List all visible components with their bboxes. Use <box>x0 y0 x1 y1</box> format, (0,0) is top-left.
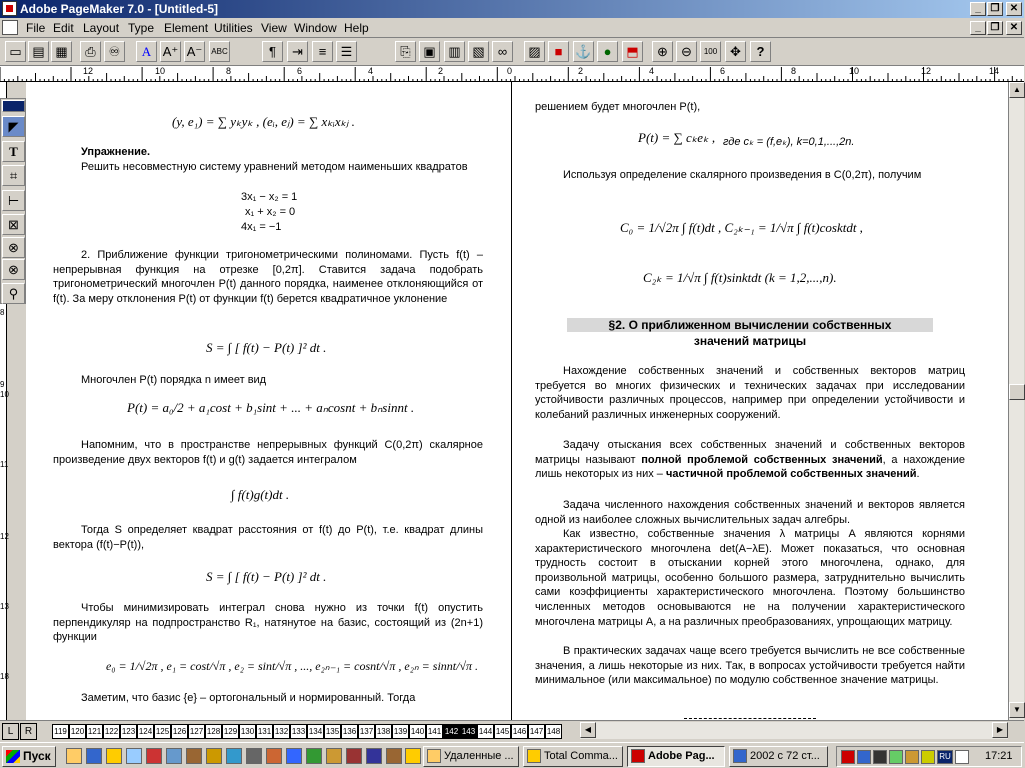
quicklaunch-app-icon[interactable] <box>246 748 262 764</box>
scroll-up-button[interactable]: ▲ <box>1009 82 1025 98</box>
ruler-label: 6 <box>720 66 726 76</box>
save-icon[interactable]: ▦ <box>51 41 72 62</box>
crop-icon[interactable]: ⌗ <box>2 165 25 186</box>
page-tab-138[interactable]: 138 <box>375 724 392 739</box>
globe-icon[interactable]: ● <box>597 41 618 62</box>
paragraph: Используя определение скалярного произведения в C(0,2π), получим <box>563 169 922 181</box>
help-icon[interactable]: ? <box>750 41 771 62</box>
page-tab-125[interactable]: 125 <box>154 724 171 739</box>
color-icon[interactable]: ■ <box>548 41 569 62</box>
scroll-right-button[interactable]: ▶ <box>992 722 1008 738</box>
equation: 4x₁ = −1 <box>241 221 282 233</box>
page-tab-141[interactable]: 141 <box>426 724 443 739</box>
tray-icon[interactable] <box>889 750 903 764</box>
paragraph-icon[interactable]: ¶ <box>262 41 283 62</box>
menu-help[interactable]: Help <box>344 21 369 35</box>
page-tab-146[interactable]: 146 <box>511 724 528 739</box>
tray-icon[interactable] <box>905 750 919 764</box>
page-tab-119[interactable]: 119 <box>52 724 69 739</box>
quicklaunch-app-icon[interactable] <box>286 748 302 764</box>
paragraph: Тогда S определяет квадрат расстояния от f(t) до P(t), т.е. квадрат длины вектора (f(t)−P(t)), <box>53 524 483 551</box>
paragraph: Чтобы минимизировать интеграл снова нужно из точки f(t) опустить перпендикуляр на подпространство R₁, натянутое на базис, состоящий из (2n+1) функции <box>53 602 483 644</box>
quicklaunch-app-icon[interactable] <box>166 748 182 764</box>
quicklaunch-app-icon[interactable] <box>206 748 222 764</box>
ruler-label: 8 <box>226 66 232 76</box>
menu-utilities[interactable]: Utilities <box>214 21 253 35</box>
equation: x₁ + x₂ = 0 <box>245 206 296 218</box>
quicklaunch-explorer-icon[interactable] <box>66 748 82 764</box>
word-icon <box>733 749 747 763</box>
ruler-label: 12 <box>0 532 9 541</box>
tray-icon[interactable] <box>921 750 935 764</box>
page-tab-137[interactable]: 137 <box>358 724 375 739</box>
menu-file[interactable]: File <box>26 21 46 35</box>
title-bar <box>0 0 1024 18</box>
page-tab-128[interactable]: 128 <box>205 724 222 739</box>
page-tab-124[interactable]: 124 <box>137 724 154 739</box>
formula: S = ∫ [ f(t) − P(t) ]² dt . <box>206 569 327 584</box>
page-tab-132[interactable]: 132 <box>273 724 290 739</box>
close-button[interactable]: ✕ <box>1006 2 1022 16</box>
window-title: Adobe PageMaker 7.0 - [Untitled-5] <box>20 2 219 16</box>
toolbox <box>0 98 26 304</box>
paragraph: решением будет многочлен P(t), <box>535 101 701 113</box>
ruler-label: 0 <box>507 66 513 76</box>
page-tab-140[interactable]: 140 <box>409 724 426 739</box>
page-tab-145[interactable]: 145 <box>494 724 511 739</box>
ruler-label: 11 <box>0 460 9 469</box>
vertical-scrollbar[interactable] <box>1008 82 1024 720</box>
horizontal-scrollbar[interactable] <box>580 722 1008 739</box>
formula: C₂ₖ = 1/√π ∫ f(t)sinktdt (k = 1,2,...,n). <box>643 270 837 285</box>
paste-icon[interactable]: ▣ <box>419 41 440 62</box>
menu-edit[interactable]: Edit <box>53 21 74 35</box>
quicklaunch-app-icon[interactable] <box>386 748 402 764</box>
task-recycled[interactable]: Удаленные ... <box>423 746 519 767</box>
page-tab-121[interactable]: 121 <box>86 724 103 739</box>
master-page-left-tab[interactable]: L <box>2 723 19 740</box>
minimize-button[interactable]: _ <box>970 2 986 16</box>
toolbar <box>0 39 1024 66</box>
font-size-down-icon[interactable]: A⁻ <box>184 41 205 62</box>
ruler-label: 10 <box>849 66 860 76</box>
quicklaunch-app-icon[interactable] <box>326 748 342 764</box>
start-label: Пуск <box>23 749 51 763</box>
formula: (y, e₁) = ∑ yₖyₖ , (eᵢ, eⱼ) = ∑ xₖᵢxₖⱼ . <box>172 114 355 129</box>
quicklaunch-app-icon[interactable] <box>405 748 421 764</box>
ruler-label: 12 <box>83 66 94 76</box>
page-tab-120[interactable]: 120 <box>69 724 86 739</box>
volume-icon[interactable] <box>955 750 969 764</box>
page-tab-135[interactable]: 135 <box>324 724 341 739</box>
hyperlink-icon[interactable]: ⚓ <box>573 41 594 62</box>
link-icon[interactable]: ∞ <box>492 41 513 62</box>
quicklaunch-app-icon[interactable] <box>146 748 162 764</box>
menu-bar <box>0 18 1024 38</box>
quicklaunch-app-icon[interactable] <box>306 748 322 764</box>
formula: e₀ = 1/√2π , e₁ = cost/√π , e₂ = sint/√π , ..., e₂ₙ₋₁ = cosnt/√π , e₂ₙ = sinnt/√π . <box>106 659 479 673</box>
quicklaunch-app-icon[interactable] <box>226 748 242 764</box>
task-total-commander[interactable]: Total Comma... <box>523 746 623 767</box>
quicklaunch-app-icon[interactable] <box>186 748 202 764</box>
ruler-label: 18 <box>0 672 9 681</box>
document-workspace[interactable] <box>26 82 1008 720</box>
ruler-label: 8 <box>791 66 797 76</box>
taskbar <box>0 742 1024 768</box>
quicklaunch-desktop-icon[interactable] <box>126 748 142 764</box>
horizontal-ruler[interactable] <box>0 66 1024 82</box>
graphic-frame-icon[interactable]: ▧ <box>468 41 489 62</box>
doc-minimize-button[interactable]: _ <box>970 21 986 35</box>
paragraph: 2. Приближение функции тригонометрическими полиномами. Пусть f(t) – непрерывная функция на отрезке [0,2π]. Ставится задача подобрать тригонометрический многочлен P(t) данного порядка, наименее отклоняющийся от f(t). За меру отклонения P(t) от функции f(t) берется квадратичное уклонение <box>53 249 483 305</box>
document-icon[interactable] <box>2 20 18 35</box>
paragraph: Заметим, что базис {e} – ортогональный и нормированный. Тогда <box>81 692 416 704</box>
page-tab-148[interactable]: 148 <box>545 724 562 739</box>
scroll-down-button[interactable]: ▼ <box>1009 702 1025 718</box>
scroll-thumb[interactable] <box>1009 384 1025 400</box>
ellipse-icon[interactable]: ⊗ <box>2 237 25 258</box>
quicklaunch-app-icon[interactable] <box>366 748 382 764</box>
quicklaunch-app-icon[interactable] <box>266 748 282 764</box>
paragraph: Задача численного нахождения собственных значений и векторов является одной из наиболее сложных вычислительных задач алгебры. <box>535 499 965 526</box>
ruler-label: 14 <box>989 66 1000 76</box>
section-heading: §2. О приближенном вычислении собственных <box>567 318 933 332</box>
pagemaker-icon <box>631 749 645 763</box>
formula: S = ∫ [ f(t) − P(t) ]² dt . <box>206 340 327 355</box>
open-icon[interactable]: ▤ <box>28 41 49 62</box>
page-tab-131[interactable]: 131 <box>256 724 273 739</box>
page-tab-126[interactable]: 126 <box>171 724 188 739</box>
zoom-in-icon[interactable]: ⊕ <box>652 41 673 62</box>
rect-frame-icon[interactable]: ⊠ <box>2 214 25 235</box>
pdf-icon[interactable]: ⬒ <box>622 41 643 62</box>
pointer-icon[interactable]: ◤ <box>2 116 25 137</box>
menu-layout[interactable]: Layout <box>83 21 120 35</box>
total-commander-icon <box>527 749 541 763</box>
ruler-label: 10 <box>155 66 166 76</box>
restore-button[interactable]: ❐ <box>987 2 1003 16</box>
quicklaunch-ie-icon[interactable] <box>86 748 102 764</box>
page-tab-130[interactable]: 130 <box>239 724 256 739</box>
doc-close-button[interactable]: ✕ <box>1006 21 1022 35</box>
page-tab-136[interactable]: 136 <box>341 724 358 739</box>
page-tab-123[interactable]: 123 <box>120 724 137 739</box>
formula: C₀ = 1/√2π ∫ f(t)dt , C₂ₖ₋₁ = 1/√π ∫ f(t)cosktdt , <box>620 220 863 235</box>
task-pagemaker[interactable]: Adobe Pag... <box>627 746 725 767</box>
page-tab-133[interactable]: 133 <box>290 724 307 739</box>
equation: 3x₁ − x₂ = 1 <box>241 191 298 203</box>
ellipse-frame-icon[interactable]: ⊗ <box>2 259 25 280</box>
page-tab-147[interactable]: 147 <box>528 724 545 739</box>
ruler-label: 12 <box>921 66 932 76</box>
ruler-label: 2 <box>578 66 584 76</box>
page-tab-143[interactable]: 143 <box>460 724 477 739</box>
ruler-label: 9 <box>0 380 5 389</box>
app-icon[interactable] <box>2 1 17 16</box>
exercise-title: Упражнение. <box>81 146 151 158</box>
text-icon[interactable]: T <box>2 141 25 162</box>
doc-restore-button[interactable]: ❐ <box>987 21 1003 35</box>
clock[interactable]: 17:21 <box>985 750 1013 762</box>
image-icon[interactable]: ▨ <box>524 41 545 62</box>
print-icon[interactable]: ⎙ <box>80 41 101 62</box>
page-tab-127[interactable]: 127 <box>188 724 205 739</box>
tray-icon[interactable] <box>841 750 855 764</box>
font-size-up-icon[interactable]: A⁺ <box>160 41 181 62</box>
formula: P(t) = ∑ cₖeₖ , <box>638 130 716 145</box>
actual-size-icon[interactable]: 100 <box>700 41 721 62</box>
menu-element[interactable]: Element <box>164 21 209 35</box>
task-word-document[interactable]: 2002 с 72 ст... <box>729 746 828 767</box>
ruler-label: 2 <box>438 66 444 76</box>
paragraph: Нахождение собственных значений и собственных векторов матриц требуется во многих физических и технических задачах при исследовании устойчивости различных процессов, например при определении устойчивости и колебаний различных инженерных сооружений. <box>535 365 965 421</box>
page-tab-139[interactable]: 139 <box>392 724 409 739</box>
formula-note: где cₖ = (f,eₖ), k=0,1,...,2n. <box>723 136 855 148</box>
ruler-label: 13 <box>0 602 9 611</box>
quicklaunch-app-icon[interactable] <box>346 748 362 764</box>
master-page-right-tab[interactable]: R <box>20 723 37 740</box>
find-icon[interactable]: ♾ <box>104 41 125 62</box>
paragraph: Как известно, собственные значения λ матрицы A являются корнями характеристического многочлена det(A−λE). Может показаться, что основная трудность состоит в отыскании корней этого многочлена, однако, для произвольной матрицы, особенно большого размера, затруднительно вычислить сами коэффициенты характеристического многочлена. Поэтому большинство численных методов основываются не на получении характеристического многочлена матрицы A, а на различных преобразованиях, упрощающих матрицу. <box>535 528 965 628</box>
ruler-label: 6 <box>297 66 303 76</box>
new-icon[interactable]: ▭ <box>5 41 26 62</box>
spell-icon[interactable]: ABC <box>209 41 230 62</box>
folder-icon <box>427 749 441 763</box>
page-tab-129[interactable]: 129 <box>222 724 239 739</box>
section-heading: значений матрицы <box>693 334 807 348</box>
tray-icon[interactable] <box>857 750 871 764</box>
page-tab-122[interactable]: 122 <box>103 724 120 739</box>
page-tab-134[interactable]: 134 <box>307 724 324 739</box>
page-spine <box>511 82 512 720</box>
zoom-out-icon[interactable]: ⊖ <box>676 41 697 62</box>
tray-icon[interactable] <box>873 750 887 764</box>
ruler-label: 10 <box>0 390 9 399</box>
line-icon[interactable]: ⊢ <box>2 190 25 211</box>
toolbox-title[interactable] <box>2 100 25 112</box>
windows-logo-icon <box>6 750 20 763</box>
text-frame-icon[interactable]: ▥ <box>444 41 465 62</box>
formula: ∫ f(t)g(t)dt . <box>231 487 290 502</box>
fit-icon[interactable]: ✥ <box>725 41 746 62</box>
menu-view[interactable]: View <box>261 21 287 35</box>
page-tabs-bar <box>0 720 1024 742</box>
numbering-icon[interactable]: ☰ <box>336 41 357 62</box>
indent-icon[interactable]: ⇥ <box>287 41 308 62</box>
bullets-icon[interactable]: ≡ <box>312 41 333 62</box>
scroll-left-button[interactable]: ◀ <box>580 722 596 738</box>
ruler-label: 4 <box>649 66 655 76</box>
font-icon[interactable]: A <box>136 41 157 62</box>
page-tab-142[interactable]: 142 <box>443 724 460 739</box>
paragraph: Задачу отыскания всех собственных значений и собственных векторов матрицы называют полной проблемой собственных значений, а нахождение лишь некоторых из них – частичной проблемой собственных значений. <box>535 439 965 481</box>
ruler-label: 4 <box>368 66 374 76</box>
ruler-label: 8 <box>0 308 5 317</box>
zoom-icon[interactable]: ⚲ <box>2 283 25 304</box>
language-indicator[interactable]: RU <box>937 750 953 764</box>
page-tab-144[interactable]: 144 <box>477 724 494 739</box>
paragraph: Решить несовместную систему уравнений методом наименьших квадратов <box>81 161 468 173</box>
paragraph: В практических задачах чаще всего требуется вычислить не все собственные значения, а лишь некоторые из них. Так, в вопросах устойчивости требуется найти минимальное (или максимальное) по модулю собственное значение матрицы. <box>535 645 965 687</box>
paragraph: Напомним, что в пространстве непрерывных функций C(0,2π) скалярное произведение двух векторов f(t) и g(t) задается интегралом <box>53 439 483 466</box>
menu-window[interactable]: Window <box>294 21 337 35</box>
menu-type[interactable]: Type <box>128 21 155 35</box>
quicklaunch-mail-icon[interactable] <box>106 748 122 764</box>
paragraph: Многочлен P(t) порядка n имеет вид <box>81 374 267 386</box>
start-button[interactable] <box>2 746 56 767</box>
copy-icon[interactable]: ⎘ <box>395 41 416 62</box>
formula: P(t) = a₀/2 + a₁cost + b₁sint + ... + aₙcosnt + bₙsinnt . <box>127 400 415 415</box>
system-tray <box>836 746 1022 767</box>
